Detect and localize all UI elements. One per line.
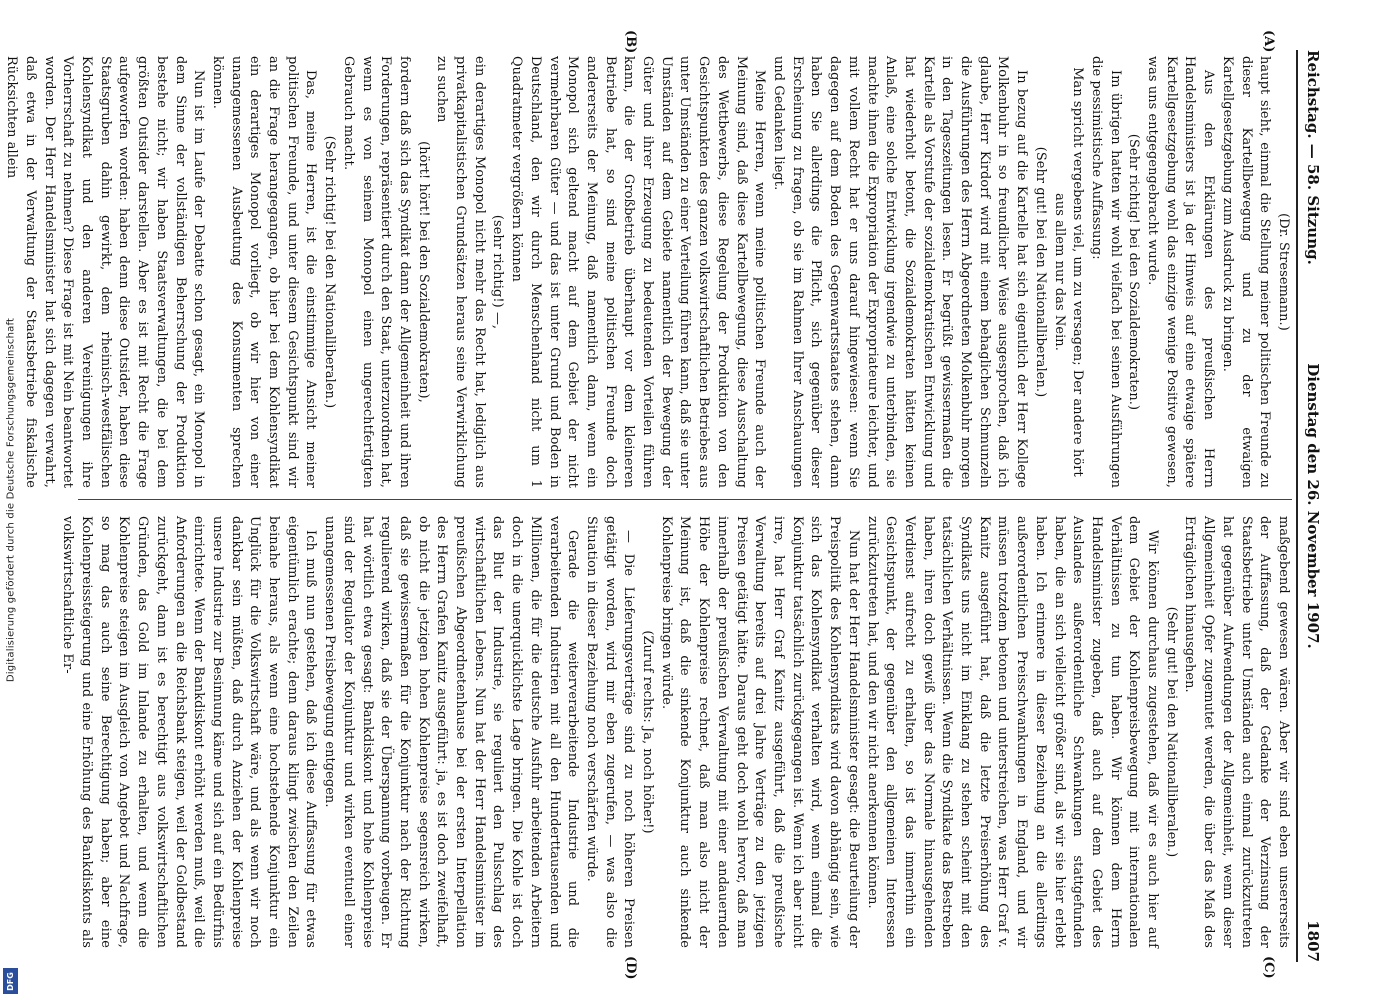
funding-credit: Digitalisierung gefördert durch die Deutsche Forschungsgemeinschaft xyxy=(5,317,17,683)
paragraph: (sehr richtig!) —, xyxy=(490,214,506,330)
margin-letter-a: (A) xyxy=(1261,30,1276,53)
left-text-column xyxy=(4,56,1292,488)
paragraph: fordern daß sich das Syndikat dann der Allgemeinheit und ihren Forderungen, repräsentiert durch den Staat, unterzuordnen hat, wenn es von seinem Monopol einen ungerechtfertigten Gebrauch macht. xyxy=(340,56,412,488)
page-number: 1807 xyxy=(1304,920,1322,962)
paragraph: Aus den Erklärungen des preußischen Herrn Handelsministers ist ja der Hinweis auf eine etwaige spätere Kartellgesetzgebung wohl das einzige wenige Positive gewesen, was uns entgegengebracht wurde. xyxy=(1145,56,1217,488)
paragraph: Das, meine Herren, ist die einstimmige Ansicht meiner politischen Freunde, und unter diesem Gesichtspunkt sind wir an die Frage herangegangen, ob hier bei dem Kohlensyndikat ein derartiges Monopol vorliegt, ob wir hier von einer unangemessenen Ausbeutung des Konsumenten sprechen können. xyxy=(209,56,319,488)
margin-letter-c: (C) xyxy=(1261,956,1276,979)
paragraph: maßgebend gewesen wären. Aber wir sind eben unsererseits der Auffassung, daß der Gedanke der Verzinsung der Staatsbetriebe unter Umständen auch einmal zurückzutreten hat gegenüber Aufwendungen der Allgemeinheit, wenn dieser Allgemeinheit Opfer zugemutet werden, die über das Maß des Erträglichen hinausgehen. xyxy=(1182,516,1291,948)
right-text-column xyxy=(60,516,1292,948)
column-divider xyxy=(78,499,1292,500)
header-session: Reichstag. — 58. Sitzung. xyxy=(1304,50,1322,265)
paragraph: (Sehr richtig! bei den Nationalliberalen.) xyxy=(322,135,338,409)
paragraph: (Sehr gut! bei den Nationalliberalen.) xyxy=(1163,606,1179,858)
paragraph: (Sehr richtig! bei den Sozialdemokraten.) xyxy=(1126,133,1142,411)
margin-letter-b: (B) xyxy=(623,30,638,54)
paragraph: Im übrigen hatten wir wohl vielfach bei seinen Ausführungen die pessimistische Auffassung: xyxy=(1088,56,1123,488)
dfg-logo-icon xyxy=(3,968,18,994)
paragraph: Meine Herren, wenn meine politischen Freunde auch der Meinung sind, daß diese Kartellbewegung, diese Ausschaltung des Wettbewerbs, diese Regelung der Produktion von den Gesichtspunkten des ganzen volkswirtschaftlichen Betriebes aus unter Umständen zu einer Verteilung führen kann, daß sie unter Umständen auf dem Gebiete namentlich der Bewegung der Güter und ihrer Erzeugung zu bedeutenden Vorteilen führen kann, die der Großbetrieb überhaupt vor dem kleineren Betriebe hat, so sind meine politischen Freunde doch andererseits der Meinung, daß namentlich dann, wenn ein Monopol sich geltend macht auf dem Gebiet der nicht vermehrbaren Güter — und das ist unter Grund und Boden in Deutschland, den wir durch Menschenhand nicht um 1 Quadratmeter vergrößern können xyxy=(509,56,768,488)
paragraph: — Die Lieferungsverträge sind zu noch höheren Preisen getätigt worden, wird mir eben zugerufen, — was also die Situation in dieser Beziehung noch verschärfen würde. xyxy=(583,516,637,948)
paragraph: (Sehr gut! bei den Nationalliberalen.) xyxy=(1032,146,1048,398)
margin-letter-d: (D) xyxy=(623,956,638,980)
paragraph: (Zuruf rechts: Ja, noch höher!) xyxy=(640,630,656,834)
paragraph: Ich muß nun gestehen, daß ich diese Auffassung für etwas eigentümlich erachte; denn daraus klingt zwischen den Zeilen beinahe heraus, als wenn eine hochstehende Konjunktur ein Unglück für die Volkswirtschaft wäre, und als wenn wir noch dankbar sein müßten, daß durch Anziehen der Kohlenpreise unsere Industrie zur Besinnung käme und sich auf ein Bedürfnis einrichtete. Wenn der Bankdiskont erhöht werden muß, weil die Anforderungen an die Reichsbank steigen, weil der Goldbestand zurückgeht, dann ist es berechtigt aus volkswirtschaftlichen Gründen, das Gold im Inlande zu erhalten, und wenn die Kohlenpreise steigen im Ausgleich von Angebot und Nachfrage, so mag das auch seine Berechtigung haben; aber eine Kohlenpreissteigerung und eine Erhöhung des Bankdiskonts als volkswirtschaftliche Er- xyxy=(60,516,319,948)
paragraph: ein derartiges Monopol nicht mehr das Recht hat, lediglich aus privatkapitalistischen Grundsätzen heraus seine Verwirklichung zu suchen xyxy=(434,56,487,488)
paragraph: (Dr. Stresemann.) xyxy=(1276,213,1291,331)
paragraph: haupt sieht, einmal die Stellung meiner politischen Freunde zu dieser Kartellbewegung und zu der etwaigen Kartellgesetzgebung zum Ausdruck zu bringen. xyxy=(1219,56,1273,488)
paragraph: Wir können durchaus zugestehen, daß wir es auch hier auf dem Gebiet der Kohlenpreisbewegung mit internationalen Verhältnissen zu tun haben. Wir können dem Herrn Handelsminister zugeben, daß auch auf dem Gebiet des Auslandes außerordentliche Schwankungen stattgefunden haben, die an sich vielleicht größer sind, als wir sie hier erlebt haben. Ich erinnere in dieser Beziehung an die allerdings außerordentlichen Preisschwankungen in England, und wir müssen trotzdem betonen und unterstreichen, was Herr Graf v. Kanitz ausgeführt hat, daß die letzte Preiserhöhung des Syndikats uns nicht im Einklang zu stehen scheint mit den tatsächlichen Verhältnissen. Wenn die Syndikate das Bestreben haben, ihren doch gewiß über das Normale hinausgehenden Verdienst aufrecht zu erhalten, so ist das immerhin ein Gesichtspunkt, der gegenüber den allgemeinen Interessen zurückzutreten hat, und den wir nicht anerkennen können. xyxy=(864,516,1161,948)
paragraph: Nun hat der Herr Handelsminister gesagt: die Beurteilung der Preispolitik des Kohlensyndikats wird davon abhängig sein, wie sich das Kohlensyndikat verhalten wird, wenn einmal die Konjunktur tatsächlich zurückgegangen ist. Wenn ich aber nicht irre, hat Herr Graf Kanitz ausgeführt, daß die preußische Verwaltung bereits auf drei Jahre Verträge zu den jetzigen Preisen getätigt hätte. Daraus geht doch wohl hervor, daß man innerhalb der preußischen Verwaltung mit einer andauernden Höhe der Kohlenpreise rechnet, daß man also nicht der Meinung ist, daß die sinkende Konjunktur auch sinkende Kohlenpreise bringen würde. xyxy=(658,516,861,948)
dfg-logo-label: DFG xyxy=(6,971,16,991)
paragraph: Man spricht vergebens viel, um zu versagen; Der andere hört aus allem nur das Nein. xyxy=(1051,67,1086,477)
header-date: Dienstag den 26. November 1907. xyxy=(1304,363,1322,649)
paragraph: Nun ist im Laufe der Debatte schon gesagt, ein Monopol in dem Sinne der vollständigen Beherrschung der Produktion bestehe nicht; wir haben Staatsverwaltungen, die bei dem größten Outsider darstellen. Aber es ist mit Recht die Frage aufgeworfen worden: haben denn diese Outsider, haben diese Staatsgruben dahin gewirkt, dem rheinisch-westfälischen Kohlensyndikat und den anderen Vereinigungen ihre Vorherrschaft zu nehmen? Diese Frage ist mit Nein beantwortet worden. Der Herr Handelsminister hat sich dagegen verwahrt, daß etwa in der Verwaltung der Staatsbetriebe fiskalische Rücksichten allein xyxy=(4,56,207,488)
header-rule xyxy=(1296,50,1298,962)
paragraph: (hört! hört! bei den Sozialdemokraten), xyxy=(415,141,431,403)
paragraph: In bezug auf die Kartelle hat sich eigentlich der Herr Kollege Molkenbuhr in so freundlicher Weise ausgesprochen, daß ich glaube, Herr Kirdorf wird mit einem behaglichen Schmunzeln die Ausführungen des Herrn Abgeordneten Molkenbuhr morgen in den Tageszeitungen lesen. Er begrüßt gewissermaßen die Kartelle als Vorstufe der sozialdemokratischen Entwicklung und hat wiederholt betont, die Sozialdemokraten hätten keinen Anlaß, eine solche Entwicklung irgendwie zu unterbinden, sie machte ihnen die Expropriation der Expropriateure leichter, und mit vollem Recht hat er uns darauf hingewiesen: wenn Sie dagegen auf dem Boden des Gegenwartsstaates stehen, dann haben Sie allerdings die Pflicht, sich gegenüber dieser Erscheinung zu fragen, ob sie im Rahmen Ihrer Anschauungen und Gedanken liegt. xyxy=(771,56,1030,488)
running-header xyxy=(1296,50,1330,962)
paragraph: Gerade die weiterverarbeitende Industrie und die verarbeitenden Industrien mit all den Hunderttausenden und Millionen, die für die deutsche Ausfuhr arbeitenden Arbeitern doch in die unerquicklichste Lage bringen. Die Kohle ist doch das Blut der Industrie, sie reguliert den Pulsschlag des wirtschaftlichen Lebens. Nun hat der Herr Handelsminister im preußischen Abgeordnetenhause bei der ersten Interpellation des Herrn Grafen Kanitz ausgeführt: ja, es ist doch zweifelhaft, ob nicht die jetzigen hohen Kohlenpreise segensreich wirken, daß sie gewissermaßen für die Konjunktur nach der Richtung regulierend wirken, daß sie der Überspannung vorbeugen. Er hat wörtlich etwa gesagt: Bankdiskont und hohe Kohlenpreise sind der Regulator der Konjunktur und wirken eventuell einer unangemessenen Preisbewegung entgegen. xyxy=(322,516,581,948)
